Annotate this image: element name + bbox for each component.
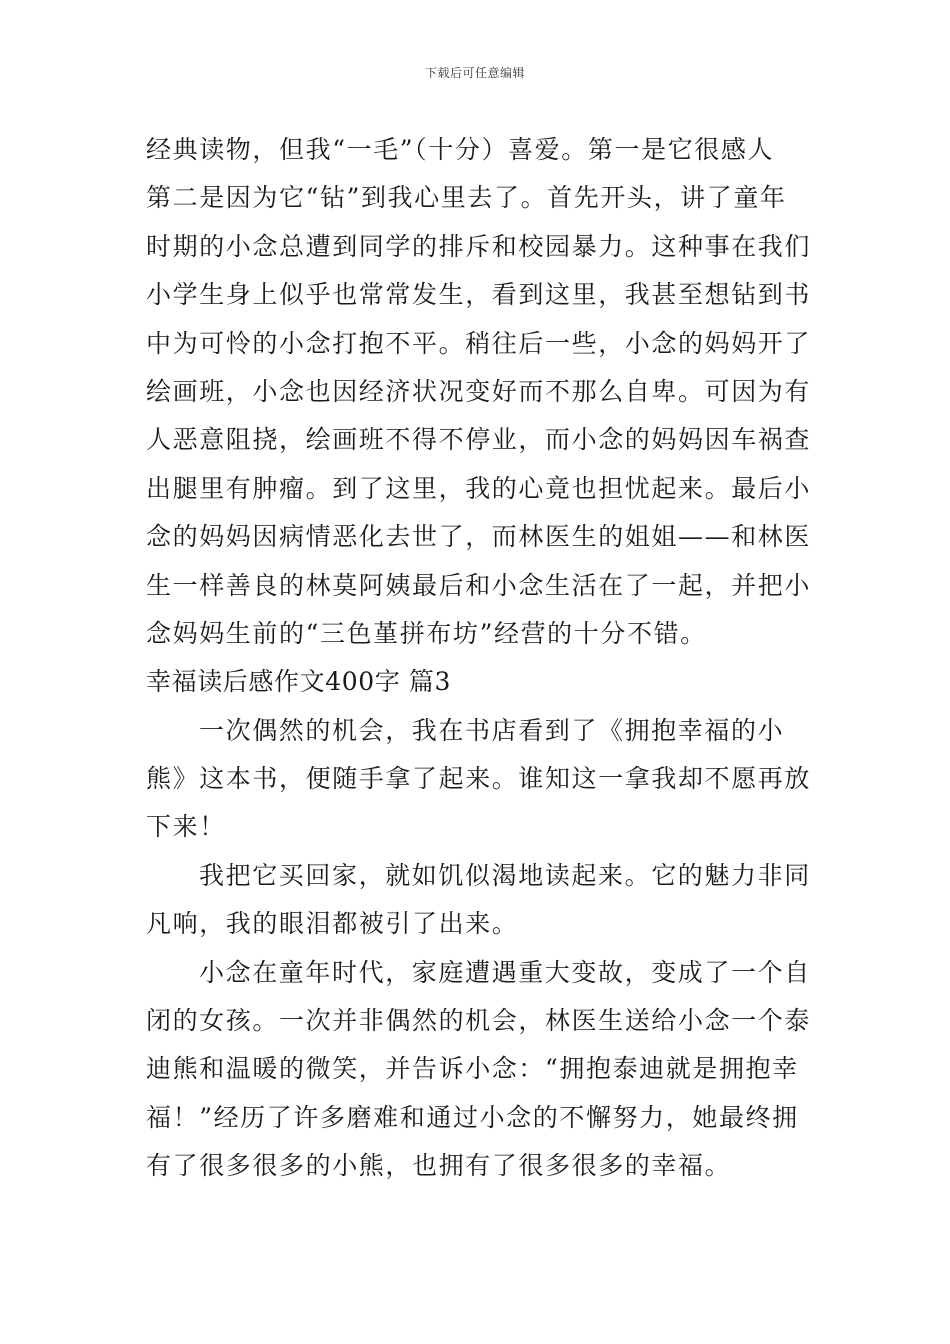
text-line: 闭的女孩。一次并非偶然的机会，林医生送给小念一个泰 [146, 1006, 812, 1036]
text-line: 凡响，我的眼泪都被引了出来。 [146, 909, 519, 939]
text-line: 小念在童年时代，家庭遭遇重大变故，变成了一个自 [199, 957, 811, 987]
header-note: 下载后可任意编辑 [424, 66, 525, 80]
text-line: 我把它买回家，就如饥似渴地读起来。它的魅力非同 [199, 860, 811, 890]
text-line: 经典读物，但我“一毛”（十分）喜爱。第一是它很感人 [146, 135, 775, 164]
text-line: 一次偶然的机会，我在书店看到了《拥抱幸福的小 [199, 715, 785, 745]
text-line: 下来！ [146, 812, 226, 842]
text-line: 人恶意阻挠，绘画班不得不停业，而小念的妈妈因车祸查 [146, 425, 812, 455]
text-line: 第二是因为它“钻”到我心里去了。首先开头，讲了童年 [146, 183, 787, 213]
text-line: 有了很多很多的小熊，也拥有了很多很多的幸福。 [146, 1151, 732, 1181]
text-line: 念的妈妈因病情恶化去世了，而林医生的姐姐——和林医 [146, 522, 812, 552]
section-heading: 幸福读后感作文400字 篇3 [146, 667, 451, 697]
document-body [146, 126, 811, 1191]
text-line: 小学生身上似乎也常常发生，看到这里，我甚至想钻到书 [146, 280, 812, 310]
text-line: 迪熊和温暖的微笑，并告诉小念：“拥抱泰迪就是拥抱幸 [146, 1054, 799, 1084]
text-line: 出腿里有肿瘤。到了这里，我的心竟也担忧起来。最后小 [146, 473, 812, 503]
text-line: 福！”经历了许多磨难和通过小念的不懈努力，她最终拥 [146, 1102, 799, 1132]
text-line: 时期的小念总遭到同学的排斥和校园暴力。这种事在我们 [146, 231, 812, 261]
text-line: 中为可怜的小念打抱不平。稍往后一些，小念的妈妈开了 [146, 328, 812, 358]
text-line: 绘画班，小念也因经济状况变好而不那么自卑。可因为有 [146, 376, 812, 406]
text-line: 熊》这本书，便随手拿了起来。谁知这一拿我却不愿再放 [146, 764, 812, 794]
text-line: 念妈妈生前的“三色堇拼布坊”经营的十分不错。 [146, 618, 707, 648]
text-line: 生一样善良的林莫阿姨最后和小念生活在了一起，并把小 [146, 570, 812, 600]
